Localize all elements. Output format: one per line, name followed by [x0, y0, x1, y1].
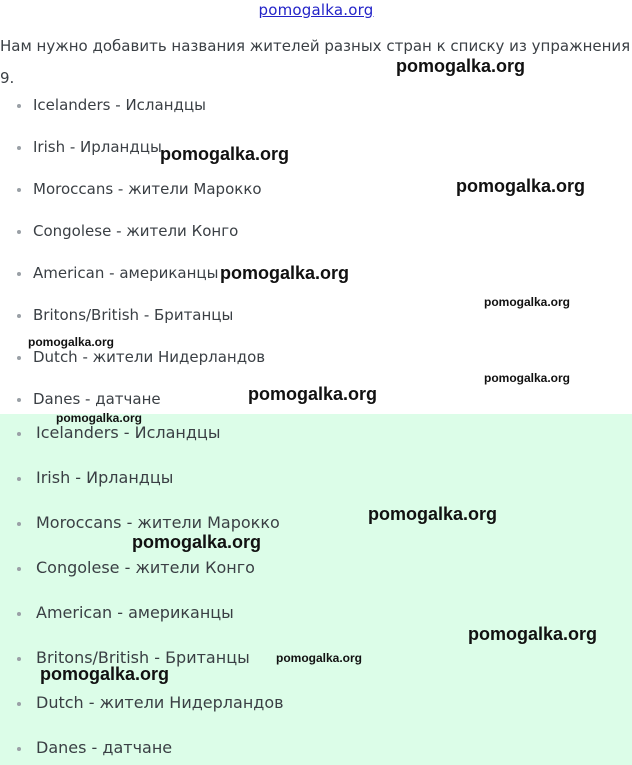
watermark: pomogalka.org [40, 664, 170, 684]
watermark: pomogalka.org [28, 335, 115, 349]
bullet-icon [17, 522, 21, 526]
watermark: pomogalka.org [396, 56, 526, 76]
watermark: pomogalka.org [160, 144, 290, 164]
watermark: pomogalka.org [220, 263, 350, 283]
watermark: pomogalka.org [468, 624, 598, 644]
site-logo[interactable]: pomogalka.org [258, 1, 374, 19]
watermark: pomogalka.org [248, 384, 378, 404]
bullet-icon [17, 356, 21, 360]
watermark: pomogalka.org [484, 371, 571, 385]
watermark: pomogalka.org [484, 295, 571, 309]
bullet-icon [17, 477, 21, 481]
bullet-icon [17, 567, 21, 571]
watermark: pomogalka.org [276, 651, 363, 665]
bullet-icon [17, 314, 21, 318]
bullet-icon [17, 702, 21, 706]
bullet-icon [17, 188, 21, 192]
bullet-icon [17, 432, 21, 436]
intro-text: Нам нужно добавить названия жителей разных стран к списку из упражнения 9. [0, 37, 631, 87]
highlighted-answer-panel [0, 414, 632, 765]
bullet-icon [17, 398, 21, 402]
bullet-icon [17, 146, 21, 150]
bullet-icon [17, 657, 21, 661]
bullet-icon [17, 230, 21, 234]
watermark: pomogalka.org [56, 411, 143, 425]
bullet-icon [17, 104, 21, 108]
watermark: pomogalka.org [368, 504, 498, 524]
bullet-icon [17, 612, 21, 616]
bullet-icon [17, 747, 21, 751]
bullet-icon [17, 272, 21, 276]
watermark: pomogalka.org [132, 532, 262, 552]
nationality-list-primary: Icelanders - Исландцы Irish - Ирландцы Moroccans - жители Марокко Congolese - жители Конго American - американцы Britons/British - Британцы Dutch - жители Нидерландов Danes - датчане [0, 96, 632, 416]
watermark: pomogalka.org [456, 176, 586, 196]
